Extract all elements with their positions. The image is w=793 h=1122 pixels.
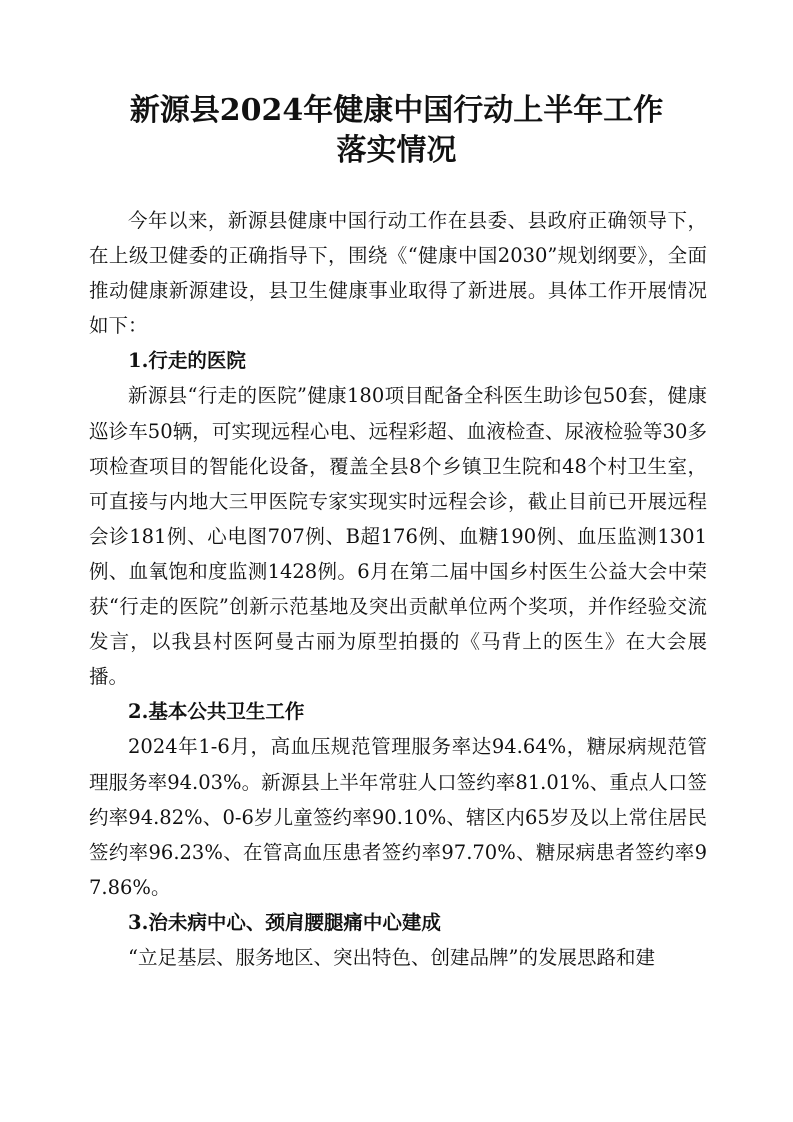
document-body [89, 203, 707, 975]
section-heading-2: 2.基本公共卫生工作 [128, 700, 305, 724]
document-title-line2: 落实情况 [336, 133, 457, 168]
section-heading-1: 1.行走的医院 [128, 349, 246, 373]
section-paragraph-3: “立足基层、服务地区、突出特色、创建品牌”的发展思路和建 [128, 945, 655, 969]
section-paragraph-1: 新源县“行走的医院”健康180项目配备全科医生助诊包50套，健康巡诊车50辆，可实现远程心电、远程彩超、血液检查、尿液检验等30多项检查项目的智能化设备，覆盖全县8个乡镇卫生院和48个村卫生室，可直接与内地大三甲医院专家实现实时远程会诊，截止目前已开展远程会诊181例、心电图707例、B超176例、血糖190例、血压监测1301例、血氧饱和度监测1428例。6月在第二届中国乡村医生公益大会中荣获“行走的医院”创新示范基地及突出贡献单位两个奖项，并作经验交流发言，以我县村医阿曼古丽为原型拍摄的《马背上的医生》在大会展播。 [89, 384, 707, 689]
document-title-line1: 新源县2024年健康中国行动上半年工作 [129, 93, 664, 128]
intro-paragraph: 今年以来，新源县健康中国行动工作在县委、县政府正确领导下，在上级卫健委的正确指导下，围绕《“健康中国2030”规划纲要》，全面推动健康新源建设，县卫生健康事业取得了新进展。具体工作开展情况如下： [89, 209, 707, 338]
section-heading-3: 3.治未病中心、颈肩腰腿痛中心建成 [128, 910, 441, 934]
section-paragraph-2: 2024年1-6月，高血压规范管理服务率达94.64%，糖尿病规范管理服务率94.03%。新源县上半年常驻人口签约率81.01%、重点人口签约率94.82%、0-6岁儿童签约率90.10%、辖区内65岁及以上常住居民签约率96.23%、在管高血压患者签约率97.70%、糖尿病患者签约率97.86%。 [89, 735, 707, 899]
